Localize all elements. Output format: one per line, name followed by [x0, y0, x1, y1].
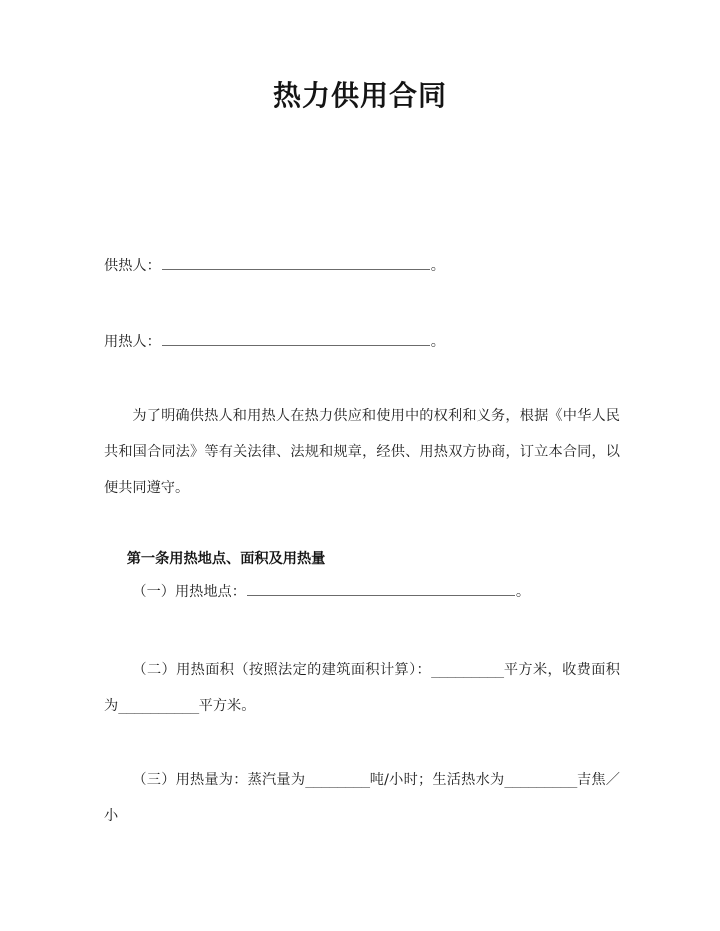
item-label-location: （一）用热地点：: [132, 584, 246, 600]
item-suffix-quantity: 吉焦／小: [104, 772, 620, 824]
field-blank-heat-supplier[interactable]: [162, 256, 430, 270]
item-blank-steam-volume[interactable]: ________: [305, 772, 370, 788]
item-label-area: （二）用热面积（按照法定的建筑面积计算）：: [132, 662, 432, 678]
article-one-heading: 第一条用热地点、面积及用热量: [126, 551, 326, 567]
item-terminator-location: 。: [515, 584, 531, 600]
field-label-heat-supplier: 供热人：: [104, 258, 161, 274]
item-blank-location[interactable]: [247, 582, 515, 596]
item-blank-hot-water[interactable]: _________: [504, 772, 577, 788]
item-middle-area: 平方米，收费面积为: [104, 662, 620, 714]
article-one-item-quantity: [104, 762, 620, 834]
article-one-item-area: [104, 652, 620, 724]
item-middle-quantity: 吨/小时；生活热水为: [369, 772, 505, 788]
article-one-item-location: [104, 574, 620, 610]
document-title: 热力供用合同: [272, 79, 447, 112]
item-label-quantity: （三）用热量为：蒸汽量为: [132, 772, 306, 788]
field-terminator-heat-user: 。: [430, 334, 445, 350]
preamble-paragraph: 为了明确供热人和用热人在热力供应和使用中的权利和义务，根据《中华人民共和国合同法》等有关法律、法规和规章，经供、用热双方协商，订立本合同，以便共同遵守。: [104, 408, 620, 496]
field-blank-heat-user[interactable]: [162, 332, 430, 346]
field-terminator-heat-supplier: 。: [430, 258, 445, 274]
document-body: [104, 248, 620, 834]
item-blank-area-billing[interactable]: __________: [118, 698, 199, 714]
field-label-heat-user: 用热人：: [104, 334, 161, 350]
item-blank-area-heating[interactable]: _________: [431, 662, 504, 678]
field-row-heat-user: [104, 324, 620, 360]
item-suffix-area: 平方米。: [198, 698, 256, 714]
field-row-heat-supplier: [104, 248, 620, 284]
